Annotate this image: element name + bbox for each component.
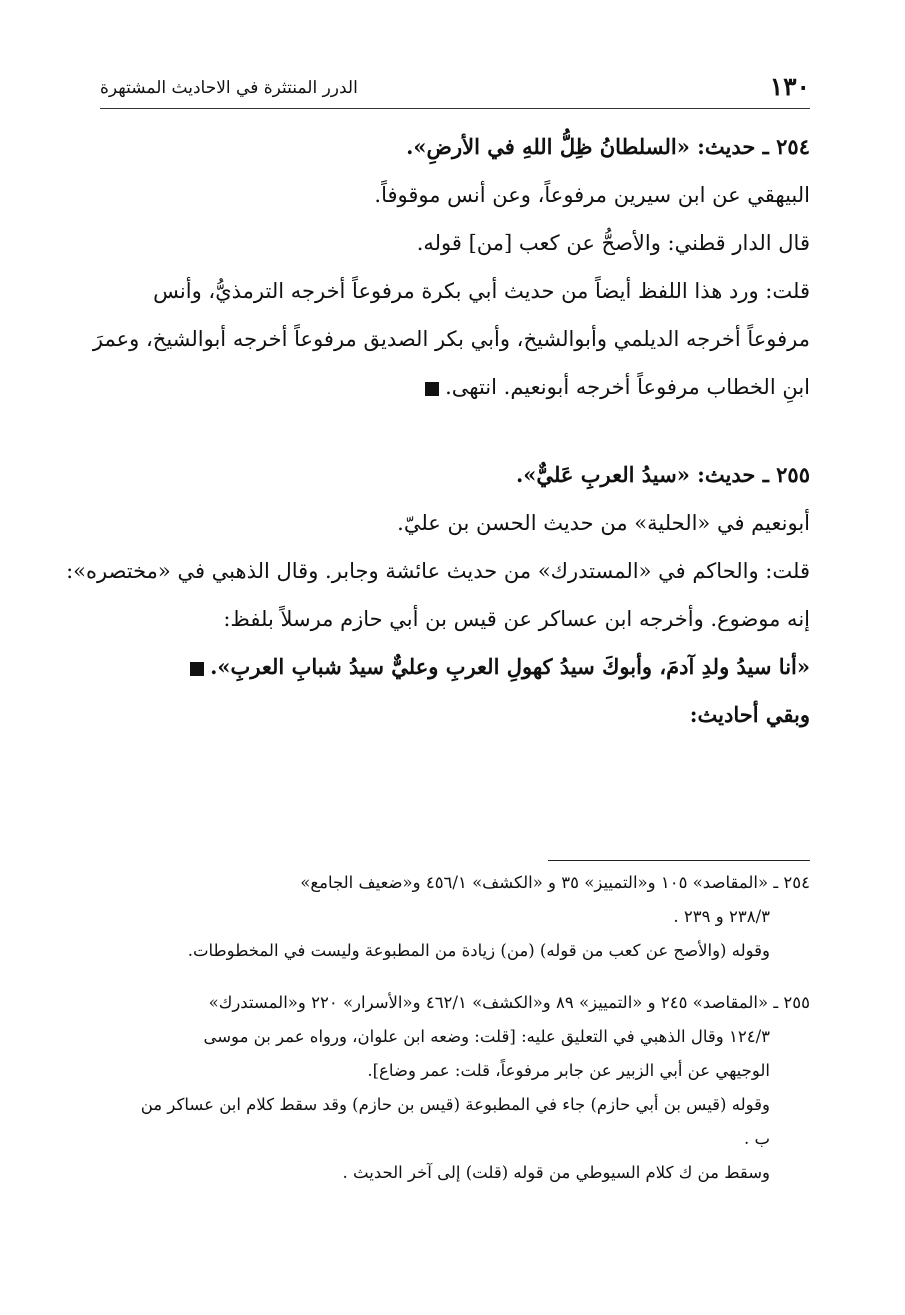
end-marker-icon xyxy=(425,382,439,396)
hadith-255-title: ٢٥٥ ـ حديث: «سيدُ العربِ عَليٌّ». xyxy=(516,462,810,487)
footnote-254-line: ٢٣٨/٣ و ٢٣٩ . xyxy=(673,907,770,926)
hadith-255-quote-line xyxy=(100,643,810,691)
hadith-255-line: قلت: والحاكم في «المستدرك» من حديث عائشة وجابر. وقال الذهبي في «مختصره»: xyxy=(66,559,810,583)
hadith-254-title: ٢٥٤ ـ حديث: «السلطانُ ظِلُّ اللهِ في الأرضِ». xyxy=(406,134,810,159)
footnote-255-line: وقوله (قيس بن أبي حازم) جاء في المطبوعة (قيس بن حازم) وقد سقط كلام ابن عساكر من xyxy=(140,1095,770,1114)
hadith-254-line: قلت: ورد هذا اللفظ أيضاً من حديث أبي بكرة مرفوعاً أخرجه الترمذيُّ، وأنس xyxy=(153,279,810,303)
hadith-255-line: إنه موضوع. وأخرجه ابن عساكر عن قيس بن أبي حازم مرسلاً بلفظ: xyxy=(223,607,810,631)
hadith-254-line: ابنِ الخطاب مرفوعاً أخرجه أبونعيم. انتهى. xyxy=(445,375,810,399)
closing-line: وبقي أحاديث: xyxy=(689,702,810,727)
footnote-rule xyxy=(548,860,810,861)
footnote-255-line: ب . xyxy=(743,1129,770,1148)
header-rule xyxy=(100,108,810,109)
main-text xyxy=(66,123,810,739)
page-header xyxy=(100,72,810,108)
footnotes xyxy=(100,866,810,1190)
hadith-255-line: أبونعيم في «الحلية» من حديث الحسن بن عليّ. xyxy=(397,511,810,535)
footnote-255-line: ٢٥٥ ـ «المقاصد» ٢٤٥ و «التمييز» ٨٩ و«الكشف» ٤٦٢/١ و«الأسرار» ٢٢٠ و«المستدرك» xyxy=(208,993,810,1012)
page-number: ١٣٠ xyxy=(769,72,810,101)
hadith-254-line: قال الدار قطني: والأصحُّ عن كعب [من] قوله. xyxy=(416,231,810,255)
end-marker-icon xyxy=(190,662,204,676)
footnote-255-line: ١٢٤/٣ وقال الذهبي في التعليق عليه: [قلت: وضعه ابن علوان، ورواه عمر بن موسى xyxy=(203,1027,770,1046)
hadith-254-end-line xyxy=(100,363,810,411)
running-title: الدرر المنتثرة في الاحاديث المشتهرة xyxy=(100,78,358,98)
footnote-255-line: الوجيهي عن أبي الزبير عن جابر مرفوعاً، قلت: عمر وضاع]. xyxy=(367,1061,770,1080)
footnote-254-line: ٢٥٤ ـ «المقاصد» ١٠٥ و«التمييز» ٣٥ و «الكشف» ٤٥٦/١ و«ضعيف الجامع» xyxy=(300,873,810,892)
hadith-254-line: مرفوعاً أخرجه الديلمي وأبوالشيخ، وأبي بكر الصديق مرفوعاً أخرجه أبوالشيخ، وعمرَ xyxy=(92,327,810,351)
footnote-254-line: وقوله (والأصح عن كعب من قوله) (من) زيادة من المطبوعة وليست في المخطوطات. xyxy=(187,941,770,960)
footnote-255-line: وسقط من ك كلام السيوطي من قوله (قلت) إلى آخر الحديث . xyxy=(342,1163,770,1182)
hadith-255-quote: «أنا سيدُ ولدِ آدمَ، وأبوكَ سيدُ كهولِ العربِ وعليٌّ سيدُ شبابِ العربِ». xyxy=(210,654,810,679)
hadith-254-line: البيهقي عن ابن سيرين مرفوعاً، وعن أنس موقوفاً. xyxy=(374,183,810,207)
